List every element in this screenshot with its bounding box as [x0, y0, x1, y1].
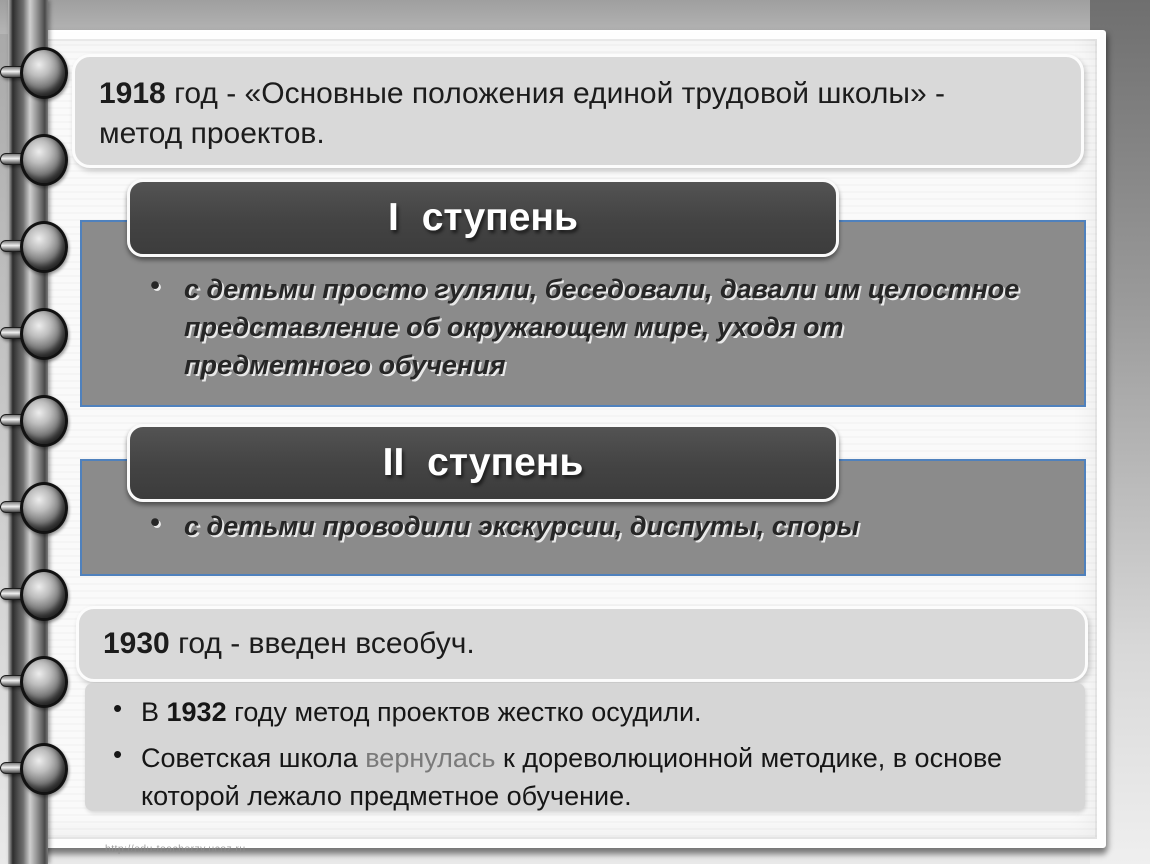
- conclusion-item-1-text: В 1932 году метод проектов жестко осудили.: [141, 697, 702, 727]
- box-1918-text: [99, 74, 999, 154]
- bullet-marker: •: [113, 739, 123, 769]
- stage1-title: I ступень: [388, 196, 578, 239]
- conclusion-item-1: [113, 693, 1045, 731]
- box-1918-body: год - «Основные положения единой трудовой школы» - метод проектов.: [99, 77, 945, 150]
- ring-hole-icon: [20, 221, 68, 273]
- stage1-bullet-item: [150, 270, 1024, 384]
- ring-hole-icon: [20, 482, 68, 534]
- year-1932: 1932: [166, 697, 227, 727]
- stage2-title: II ступень: [382, 441, 584, 484]
- backdrop-top: [0, 0, 1150, 34]
- binder-ring-icon: [0, 654, 78, 706]
- bullet-marker: •: [150, 507, 160, 537]
- binder-ring-icon: [0, 393, 78, 445]
- bullet-marker: •: [113, 693, 123, 723]
- binder-ring-icon: [0, 306, 78, 358]
- ring-hole-icon: [20, 308, 68, 360]
- highlighted-word: вернулась: [365, 743, 496, 773]
- year-1918: 1918: [99, 77, 166, 110]
- conclusion-panel: [85, 683, 1085, 811]
- ring-hole-icon: [20, 47, 68, 99]
- binder-ring-icon: [0, 45, 78, 97]
- box-1930-text: [103, 627, 475, 661]
- box-1930: [76, 606, 1088, 682]
- box-1918: [72, 54, 1084, 168]
- binder-ring-icon: [0, 480, 78, 532]
- ring-hole-icon: [20, 743, 68, 795]
- box-1930-body: год - введен всеобуч.: [169, 627, 475, 660]
- stage2-bullet-item: [150, 507, 1024, 545]
- stage1-bullet-text: с детьми просто гуляли, беседовали, давали им целостное представление об окружающем мире, уходя от предметного обучения: [184, 274, 1020, 380]
- watermark-url: http://edu-teacherzv.ucoz.ru: [105, 843, 246, 855]
- stage1-header: [127, 179, 839, 257]
- stage2-bullet-text: с детьми проводили экскурсии, диспуты, споры: [184, 511, 860, 541]
- ring-hole-icon: [20, 134, 68, 186]
- ring-hole-icon: [20, 569, 68, 621]
- year-1930: 1930: [103, 627, 170, 660]
- ring-hole-icon: [20, 656, 68, 708]
- binder-ring-icon: [0, 741, 78, 793]
- binder-ring-icon: [0, 567, 78, 619]
- ring-hole-icon: [20, 395, 68, 447]
- binder-ring-icon: [0, 219, 78, 271]
- conclusion-item-2: [113, 739, 1045, 815]
- binder-ring-icon: [0, 132, 78, 184]
- bullet-marker: •: [150, 270, 160, 300]
- stage2-header: [127, 424, 839, 502]
- conclusion-item-2-text: Советская школа вернулась к дореволюционной методике, в основе которой лежало предметное обучение.: [141, 743, 1003, 811]
